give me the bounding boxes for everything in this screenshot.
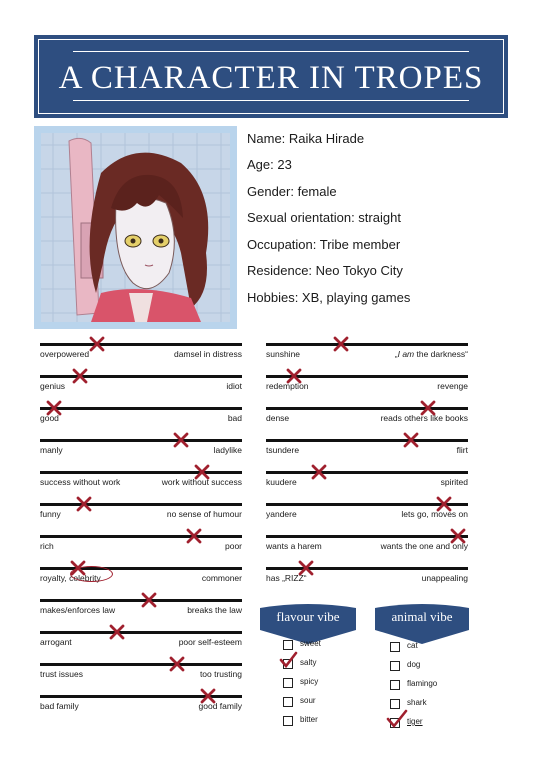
slider-right-label: unappealing (421, 573, 468, 583)
slider-line (40, 631, 242, 634)
checkbox[interactable] (390, 661, 400, 671)
x-mark-icon (172, 431, 190, 449)
slider-left-label: dense (266, 413, 290, 423)
slider-line (266, 535, 468, 538)
slider-left-label: wants a harem (266, 541, 322, 551)
x-mark-icon (45, 399, 63, 417)
x-mark-icon (185, 527, 203, 545)
slider-left-label: genius (40, 381, 66, 391)
slider-left-label: has „RIZZ“ (266, 573, 307, 583)
slider-line (266, 343, 468, 346)
flavour-option-salty: salty (300, 658, 317, 667)
flavour-option-bitter: bitter (300, 715, 318, 724)
slider-right-label: no sense of humour (166, 509, 242, 519)
x-mark-icon (419, 399, 437, 417)
slider-right-label: lets go, moves on (401, 509, 468, 519)
slider-right-label: damsel in distress (173, 349, 242, 359)
banner-top-rule (73, 51, 469, 52)
slider-left-label: kuudere (266, 477, 297, 487)
flavour-option-sour: sour (300, 696, 316, 705)
flavour-option-spicy: spicy (300, 677, 319, 686)
portrait-drawing (41, 133, 230, 322)
animal-option-dog: dog (407, 660, 421, 669)
x-mark-icon (75, 495, 93, 513)
animal-option-cat: cat (407, 641, 418, 650)
slider-left-label: redemption (266, 381, 309, 391)
slider-right-label: too trusting (199, 669, 242, 679)
checkbox[interactable] (283, 697, 293, 707)
slider-left-label: trust issues (40, 669, 83, 679)
slider-right-label: poor self-esteem (178, 637, 242, 647)
x-mark-icon (199, 687, 217, 705)
slider-left-label: manly (40, 445, 63, 455)
slider-line (40, 439, 242, 442)
portrait-frame (34, 126, 237, 329)
checkbox[interactable] (283, 678, 293, 688)
slider-right-label (395, 349, 468, 359)
x-mark-icon (140, 591, 158, 609)
slider-line (40, 343, 242, 346)
slider-right-label: revenge (437, 381, 468, 391)
profile-occupation: Occupation: Tribe member (247, 237, 401, 252)
checkbox[interactable] (390, 680, 400, 690)
x-mark-icon (435, 495, 453, 513)
slider-line (266, 407, 468, 410)
slider-right-label: ladylike (213, 445, 242, 455)
slider-left-label: yandere (266, 509, 297, 519)
x-mark-icon (310, 463, 328, 481)
slider-right-label: bad (227, 413, 242, 423)
slider-line (40, 663, 242, 666)
profile-orientation: Sexual orientation: straight (247, 210, 401, 225)
slider-left-label: sunshine (266, 349, 301, 359)
slider-left-label: rich (40, 541, 54, 551)
slider-left-label: makes/enforces law (40, 605, 116, 615)
slider-left-label: funny (40, 509, 61, 519)
slider-right-label: good family (198, 701, 242, 711)
slider-right-label: wants the one and only (380, 541, 468, 551)
slider-line (40, 471, 242, 474)
tiger-check-icon (386, 708, 408, 730)
x-mark-icon (297, 559, 315, 577)
slider-left-label: tsundere (266, 445, 300, 455)
slider-left-label: overpowered (40, 349, 90, 359)
profile-gender: Gender: female (247, 184, 337, 199)
slider-right-label: poor (224, 541, 242, 551)
x-mark-icon (285, 367, 303, 385)
slider-right-label: flirt (456, 445, 468, 455)
slider-left-label: royalty, celebrity (40, 573, 101, 583)
checkbox[interactable] (283, 716, 293, 726)
banner-frame (38, 39, 504, 114)
slider-line (40, 375, 242, 378)
slider-right-label: commoner (201, 573, 242, 583)
flavour-vibe-title: flavour vibe (276, 609, 340, 624)
x-mark-icon (449, 527, 467, 545)
profile-residence: Residence: Neo Tokyo City (247, 263, 403, 278)
x-mark-icon (168, 655, 186, 673)
title-banner (34, 35, 508, 118)
celebrity-circle (70, 566, 113, 582)
slider-line (40, 503, 242, 506)
slider-right-label: spirited (440, 477, 468, 487)
x-mark-icon (193, 463, 211, 481)
banner-bottom-rule (73, 100, 469, 101)
slider-line (40, 407, 242, 410)
checkbox[interactable] (283, 640, 293, 650)
page-title: A CHARACTER IN TROPES (58, 60, 484, 96)
slider-right-label: idiot (226, 381, 242, 391)
x-mark-icon (402, 431, 420, 449)
animal-option-flamingo: flamingo (407, 679, 438, 688)
quote-open: „ (394, 349, 398, 359)
x-mark-icon (88, 335, 106, 353)
profile-hobbies: Hobbies: XB, playing games (247, 290, 411, 305)
animal-vibe-title: animal vibe (391, 609, 453, 624)
salty-check-icon (278, 650, 298, 670)
slider-line (266, 439, 468, 442)
slider-left-label: arrogant (40, 637, 72, 647)
animal-option-shark: shark (407, 698, 427, 707)
slider-left-label: success without work (40, 477, 121, 487)
x-mark-icon (332, 335, 350, 353)
animal-option-tiger: tiger (407, 717, 423, 726)
flavour-option-sweet: sweet (300, 639, 321, 648)
slider-right-label: reads others like books (380, 413, 468, 423)
profile-name: Name: Raika Hirade (247, 131, 365, 146)
slider-left-label: good (40, 413, 59, 423)
slider-line (266, 567, 468, 570)
x-mark-icon (108, 623, 126, 641)
checkbox[interactable] (390, 642, 400, 652)
slider-right-label: work without success (161, 477, 242, 487)
x-mark-icon (71, 367, 89, 385)
quote-rest: the darkness“ (414, 349, 468, 359)
character-portrait (41, 133, 230, 322)
profile-age: Age: 23 (247, 157, 292, 172)
slider-left-label: bad family (40, 701, 79, 711)
slider-line (266, 471, 468, 474)
slider-right-label: breaks the law (187, 605, 242, 615)
slider-line (40, 535, 242, 538)
emphasis-text: I am (397, 349, 415, 359)
